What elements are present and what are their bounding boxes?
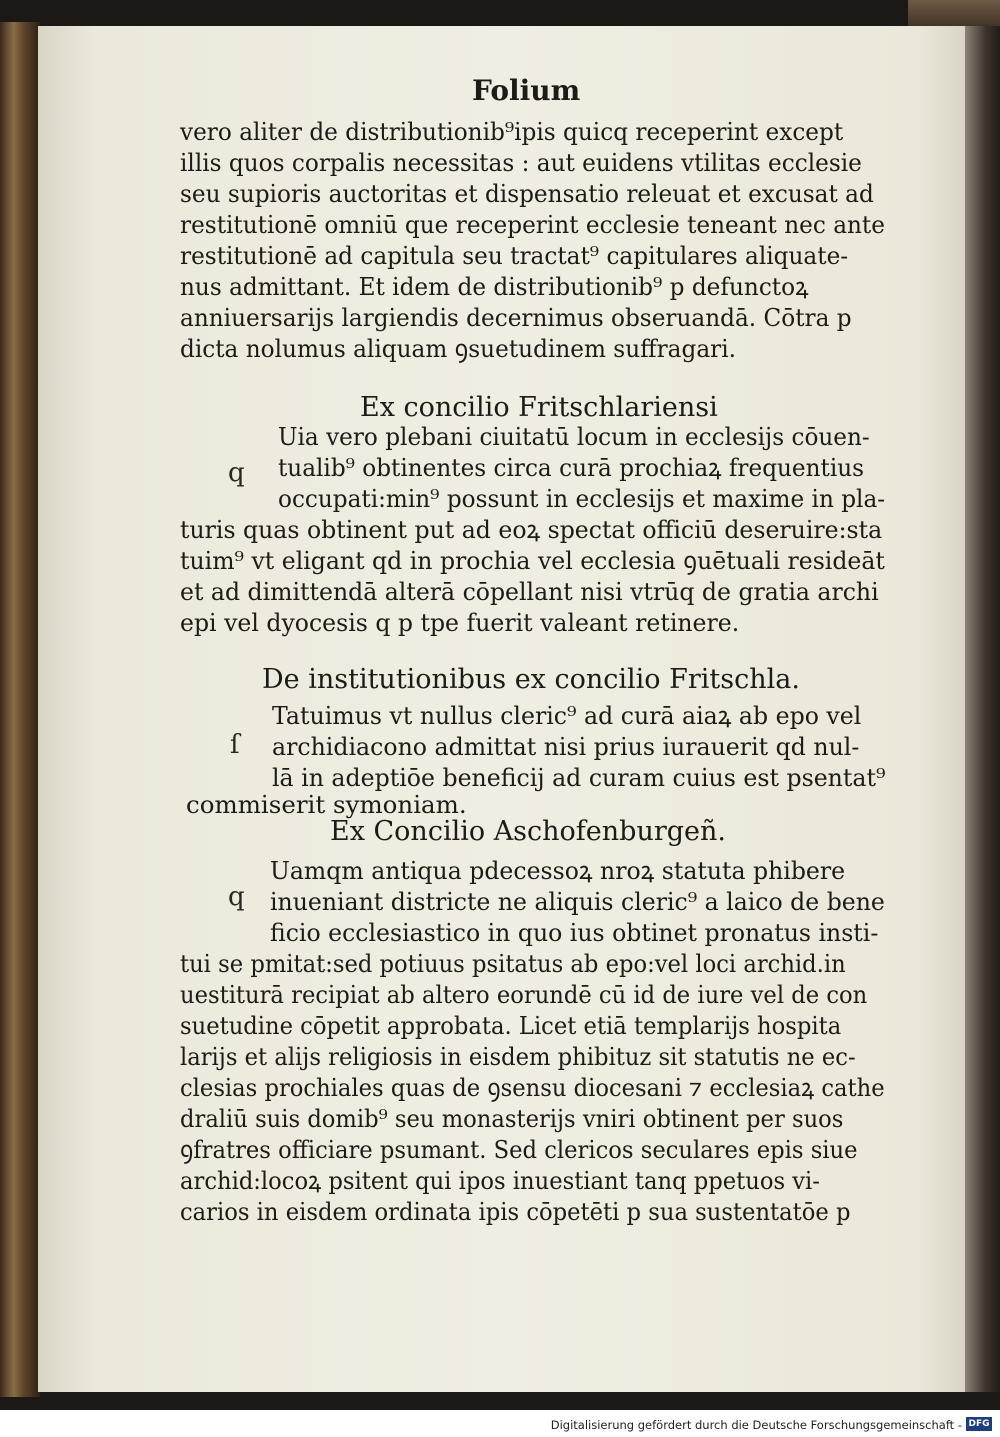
text-line: dicta nolumus aliquam ꝯsuetudinem suffragari.: [180, 334, 737, 363]
guide-letter-1: q: [228, 458, 245, 488]
text-line: suetudine cōpetit approbata. Licet etiā templarijs hospita: [180, 1011, 842, 1040]
text-block-2b: [180, 514, 913, 638]
section-heading-3: Ex Concilio Aschofenburgeñ.: [330, 816, 726, 847]
text-line: tuim⁹ vt eligant qd in prochia vel ecclesia ꝯuētuali resideāt: [180, 546, 885, 575]
text-line: nus admittant. Et idem de distributionib⁹ p defunctoꝝ: [180, 272, 809, 301]
text-block-3a: [272, 700, 908, 793]
text-line: vero aliter de distributionib⁹ipis quicq receperint except: [180, 117, 844, 146]
text-line: tualib⁹ obtinentes circa curā prochiaꝝ frequentius: [278, 453, 865, 482]
section-heading-2: De institutionibus ex concilio Fritschla.: [262, 664, 800, 695]
book-edge-left: [0, 22, 40, 1397]
text-line: inueniant districte ne aliquis cleric⁹ a laico de bene: [270, 887, 885, 916]
text-line: archid:locoꝝ psitent qui ipos inuestiant tanq ppetuos vi-: [180, 1166, 820, 1195]
text-line: clesias prochiales quas de ꝯsensu diocesani ⁊ ecclesiaꝝ cathe: [180, 1073, 885, 1102]
text-line: draliū suis domib⁹ seu monasterijs vniri obtinent per suos: [180, 1104, 844, 1133]
text-block-4b: [180, 948, 943, 1227]
text-line: restitutionē omniū que receperint ecclesie teneant nec ante: [180, 210, 885, 239]
text-line: seu supioris auctoritas et dispensatio releuat et excusat ad: [180, 179, 874, 208]
text-block-4a: [270, 855, 909, 948]
text-line: Uamqm antiqua pdecessoꝝ nroꝝ statuta phibere: [270, 856, 846, 885]
text-line: uestiturā recipiat ab altero eorundē cū id de iure vel de con: [180, 980, 868, 1009]
funding-credit: Digitalisierung gefördert durch die Deutsche Forschungsgemeinschaft -: [550, 1418, 962, 1432]
guide-letter-2: ſ: [230, 730, 240, 760]
book-edge-right: [908, 0, 1000, 28]
text-line: lā in adeptiōe beneficij ad curam cuius est psentat⁹: [272, 763, 886, 792]
text-block-2a: [278, 421, 920, 514]
text-line: epi vel dyocesis q p tpe fuerit valeant retinere.: [180, 608, 740, 637]
text-line: ꝯfratres officiare psumant. Sed clericos seculares epis siue: [180, 1135, 858, 1164]
text-line: anniuersarijs largiendis decernimus obseruandā. Cōtra p: [180, 303, 852, 332]
text-line: ficio ecclesiastico in quo ius obtinet pronatus insti-: [270, 918, 879, 947]
text-block-1: [180, 116, 925, 364]
text-line: larijs et alijs religiosis in eisdem phibituz sit statutis ne ec-: [180, 1042, 856, 1071]
text-line: archidiacono admittat nisi prius iurauerit qd nul-: [272, 732, 860, 761]
text-line: carios in eisdem ordinata ipis cōpetēti p sua sustentatōe p: [180, 1197, 851, 1226]
text-line: occupati:min⁹ possunt in ecclesijs et maxime in pla-: [278, 484, 886, 513]
text-line: tui se pmitat:sed potiuus psitatus ab epo:vel loci archid.in: [180, 949, 846, 978]
section-heading-1: Ex concilio Fritschlariensi: [360, 392, 718, 423]
text-line: Tatuimus vt nullus cleric⁹ ad curā aiaꝝ ab epo vel: [272, 701, 862, 730]
text-line: restitutionē ad capitula seu tractat⁹ capitulares aliquate-: [180, 241, 849, 270]
text-line: illis quos corpalis necessitas : aut euidens vtilitas ecclesie: [180, 148, 862, 177]
guide-letter-3: q: [228, 882, 245, 912]
running-header: Folium: [472, 74, 581, 107]
text-line: turis quas obtinent put ad eoꝝ spectat officiū deseruire:sta: [180, 515, 883, 544]
text-line: Uia vero plebani ciuitatū locum in ecclesijs cōuen-: [278, 422, 870, 451]
dfg-logo-icon: DFG: [966, 1417, 992, 1431]
page-shadow: [965, 26, 1000, 1392]
text-line: et ad dimittendā alterā cōpellant nisi vtrūq de gratia archi: [180, 577, 879, 606]
text-line: commiserit symoniam.: [186, 790, 467, 819]
